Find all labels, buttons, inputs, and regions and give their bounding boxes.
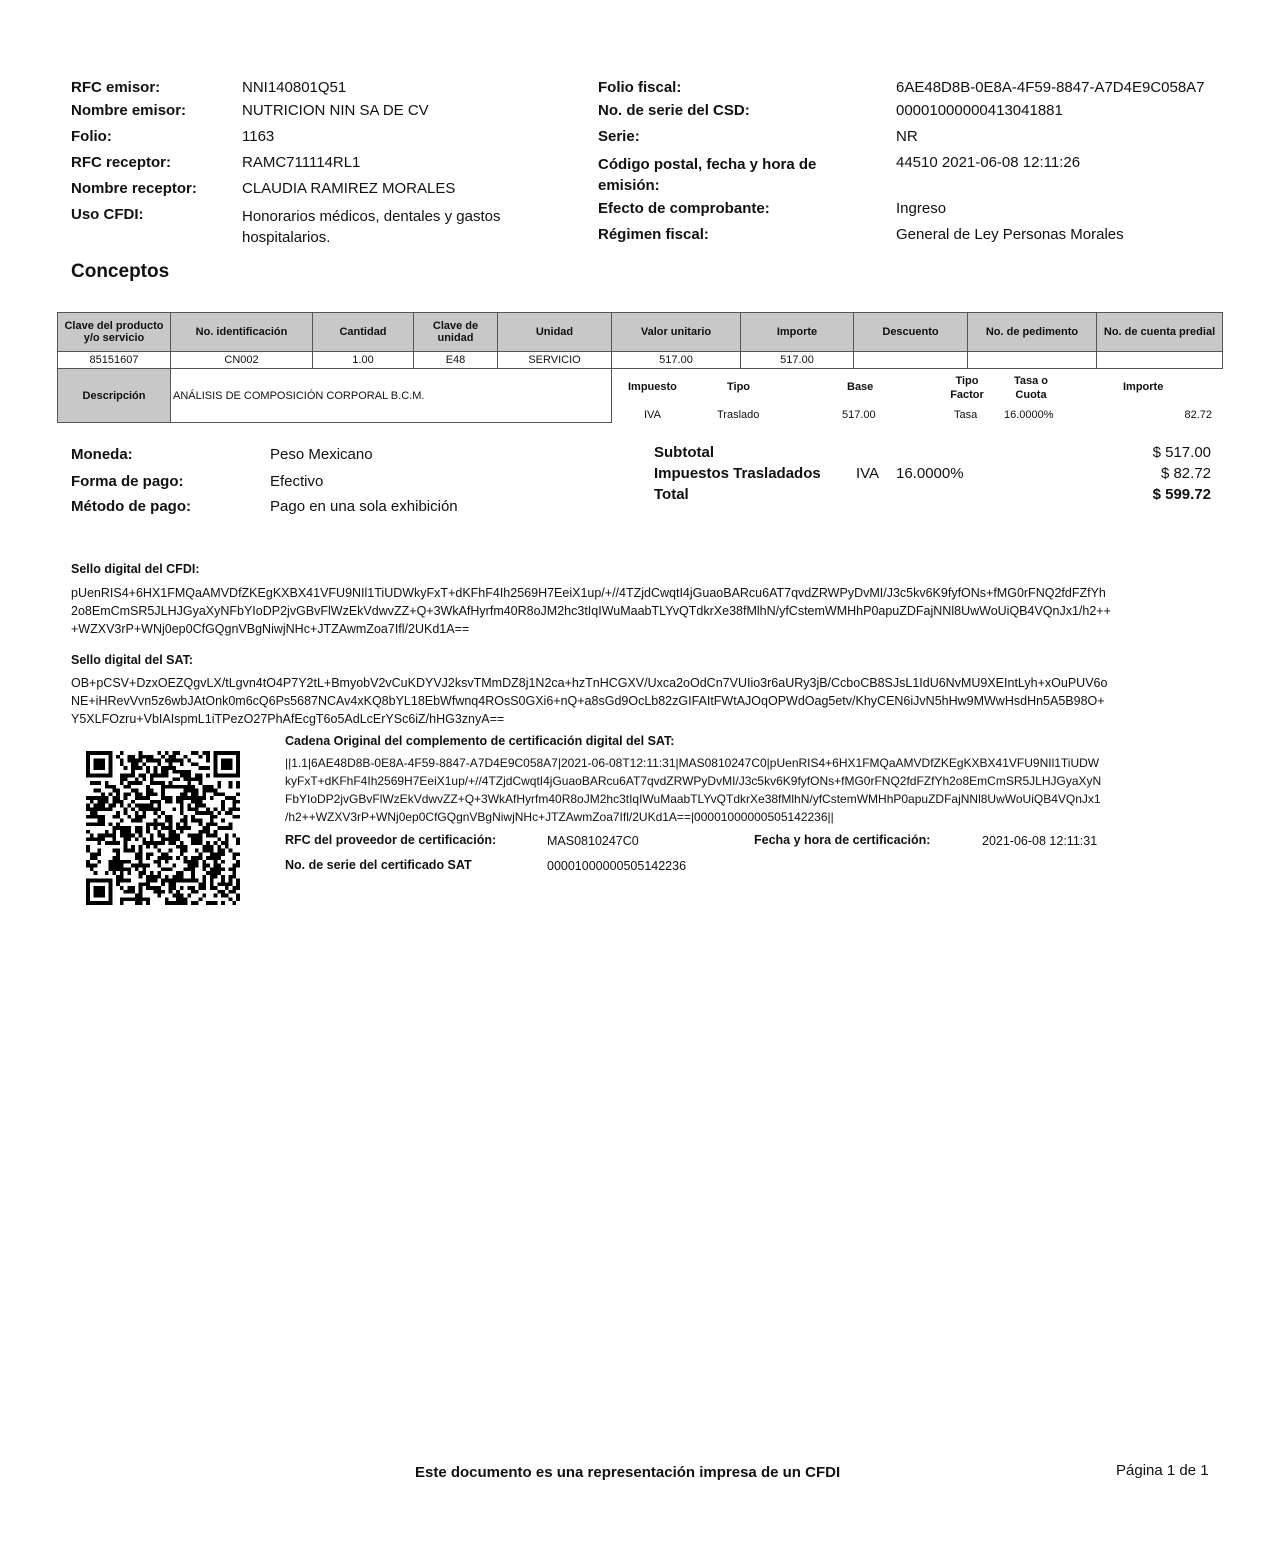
cell-descuento bbox=[854, 352, 968, 369]
tax-base: 517.00 bbox=[842, 409, 876, 421]
cadena-line: kyFxT+dKFhF4Ih2569H7EeiX1up/+//4TZjdCwqtI4jGuaoBARcu6AT7qvdZRWPyDvMI/J3c5kv6K9fyfONs+fMG0rFNQ2fdFZfYh2o8EmCmSR5JLHJGyaXyN bbox=[285, 774, 1102, 788]
value-serie-csd: 00001000000413041881 bbox=[896, 102, 1063, 119]
sello-cfdi-line: pUenRIS4+6HX1FMQaAMVDfZKEgKXBX41VFU9NIl1TiUDWkyFxT+dKFhF4Ih2569H7EeiX1up/+//4TZjdCwqtI4jGuaoBARcu6AT7qvdZRWPyDvMI/J3c5kv6K9fyfONs+fMG0rFNQ2fdFZfYh bbox=[71, 586, 1106, 600]
value-rfc-proveedor: MAS0810247C0 bbox=[547, 834, 639, 848]
tax-h-base: Base bbox=[847, 381, 874, 393]
label-folio: Folio: bbox=[71, 128, 112, 145]
desc-label: Descripción bbox=[58, 369, 171, 423]
label-total: Total bbox=[654, 486, 689, 503]
value-efecto: Ingreso bbox=[896, 200, 947, 217]
cell-cuenta-predial bbox=[1097, 352, 1223, 369]
cell-clave-producto: 85151607 bbox=[58, 352, 171, 369]
label-impuestos: Impuestos Trasladados bbox=[654, 465, 821, 482]
label-fecha-cert: Fecha y hora de certificación: bbox=[754, 833, 931, 847]
label-metodo-pago: Método de pago: bbox=[71, 498, 191, 515]
imp-name: IVA bbox=[856, 465, 880, 482]
cadena-title: Cadena Original del complemento de certificación digital del SAT: bbox=[285, 734, 675, 748]
label-forma-pago: Forma de pago: bbox=[71, 473, 184, 490]
tax-h-impuesto: Impuesto bbox=[628, 381, 677, 393]
label-nombre-emisor: Nombre emisor: bbox=[71, 102, 187, 119]
value-metodo-pago: Pago en una sola exhibición bbox=[270, 498, 458, 515]
label-serie: Serie: bbox=[598, 128, 640, 145]
cell-clave-unidad: E48 bbox=[414, 352, 498, 369]
sello-sat-line: Y5XLFOzru+VbIAIspmL1iTPezO27PhAfEcgT6o5AdLcErYSc6iZ/hHG3znyA== bbox=[71, 712, 505, 726]
sello-sat-line: NE+iHRevVvn5z6wbJAtOnk0m6cQ6Ps5687NCAv4xKQ8bYL18EbWfwnq4ROsS0GXi6+nQ+a8sGd9OcLb82zGIFAItFWtAJOqOPWdOag5etv/KhyCEN6iJvN5hHw9MWwHsdHn5A5B98O+ bbox=[71, 694, 1105, 708]
imp-rate: 16.0000% bbox=[896, 465, 964, 482]
label-efecto: Efecto de comprobante: bbox=[598, 200, 770, 217]
cadena-line: ||1.1|6AE48D8B-0E8A-4F59-8847-A7D4E9C058A7|2021-06-08T12:11:31|MAS0810247C0|pUenRIS4+6HX1FMQaAMVDfZKEgKXBX41VFU9NIl1TiUDW bbox=[285, 756, 1100, 770]
col-clave-producto: Clave del producto y/o servicio bbox=[58, 313, 171, 352]
col-clave-unidad: Clave de unidad bbox=[414, 313, 498, 352]
tax-impuesto: IVA bbox=[644, 409, 661, 421]
label-folio-fiscal: Folio fiscal: bbox=[598, 79, 682, 96]
table-row bbox=[58, 352, 1223, 369]
footer-text: Este documento es una representación impresa de un CFDI bbox=[415, 1464, 841, 1481]
page-number: Página 1 de 1 bbox=[1116, 1462, 1209, 1479]
cell-valor-unitario: 517.00 bbox=[612, 352, 741, 369]
label-uso-cfdi: Uso CFDI: bbox=[71, 206, 144, 223]
cell-unidad: SERVICIO bbox=[498, 352, 612, 369]
col-pedimento: No. de pedimento bbox=[968, 313, 1097, 352]
label-subtotal: Subtotal bbox=[654, 444, 714, 461]
col-cuenta-predial: No. de cuenta predial bbox=[1097, 313, 1223, 352]
value-total: $ 599.72 bbox=[1152, 486, 1211, 503]
tax-tasa: 16.0000% bbox=[1004, 409, 1054, 421]
sello-cfdi-text bbox=[71, 584, 1111, 638]
table-header-row bbox=[58, 313, 1223, 352]
cadena-line: /h2++WZXV3rP+WNj0ep0CfGQgnVBgNiwjNHc+JTZAwmZoa7Ifl/2UKd1A==|00001000000505142236|| bbox=[285, 810, 834, 824]
col-valor-unitario: Valor unitario bbox=[612, 313, 741, 352]
col-importe: Importe bbox=[741, 313, 854, 352]
value-cp-fecha: 44510 2021-06-08 12:11:26 bbox=[896, 154, 1081, 171]
tax-h-importe: Importe bbox=[1123, 381, 1164, 393]
value-serie: NR bbox=[896, 128, 918, 145]
label-moneda: Moneda: bbox=[71, 446, 133, 463]
value-folio-fiscal: 6AE48D8B-0E8A-4F59-8847-A7D4E9C058A7 bbox=[896, 79, 1205, 96]
value-rfc-emisor: NNI140801Q51 bbox=[242, 79, 347, 96]
qr-code bbox=[86, 751, 240, 905]
label-rfc-receptor: RFC receptor: bbox=[71, 154, 172, 171]
label-regimen: Régimen fiscal: bbox=[598, 226, 709, 243]
tax-h-tipo: Tipo bbox=[727, 381, 751, 393]
cadena-line: FbYIoDP2jvGBvFlWzEkVdwvZZ+Q+3WkAfHyrfm40R8oJM2hc3tIqIWuMaabTLYvQTdkrXe38fMlhN/yfCstemWMHhP0apuZDFajNNl8UwWoUiQB4VQnJx1 bbox=[285, 792, 1101, 806]
sello-cfdi-line: +WZXV3rP+WNj0ep0CfGQgnVBgNiwjNHc+JTZAwmZoa7Ifl/2UKd1A== bbox=[71, 622, 470, 636]
cell-no-identificacion: CN002 bbox=[171, 352, 313, 369]
label-rfc-emisor: RFC emisor: bbox=[71, 79, 161, 96]
label-nombre-receptor: Nombre receptor: bbox=[71, 180, 197, 197]
value-rfc-receptor: RAMC711114RL1 bbox=[242, 154, 361, 171]
label-serie-csd: No. de serie del CSD: bbox=[598, 102, 750, 119]
value-subtotal: $ 517.00 bbox=[1152, 444, 1211, 461]
tax-tipo: Traslado bbox=[717, 409, 760, 421]
cadena-text bbox=[285, 754, 1101, 826]
conceptos-table bbox=[57, 312, 1223, 423]
label-rfc-proveedor: RFC del proveedor de certificación: bbox=[285, 833, 497, 847]
label-serie-sat: No. de serie del certificado SAT bbox=[285, 858, 472, 872]
sello-sat-text bbox=[71, 674, 1107, 728]
cell-pedimento bbox=[968, 352, 1097, 369]
label-cp-fecha: Código postal, fecha y hora de emisión: bbox=[598, 156, 817, 194]
tax-importe: 82.72 bbox=[1184, 409, 1212, 421]
tax-h-tipo-factor: Tipo Factor bbox=[950, 375, 984, 401]
value-forma-pago: Efectivo bbox=[270, 473, 324, 490]
value-uso-cfdi: Honorarios médicos, dentales y gastos hospitalarios. bbox=[242, 208, 501, 246]
tax-tipo-factor: Tasa bbox=[954, 409, 978, 421]
col-unidad: Unidad bbox=[498, 313, 612, 352]
value-fecha-cert: 2021-06-08 12:11:31 bbox=[982, 834, 1098, 848]
value-serie-sat: 00001000000505142236 bbox=[547, 859, 687, 873]
value-regimen: General de Ley Personas Morales bbox=[896, 226, 1124, 243]
sello-cfdi-title: Sello digital del CFDI: bbox=[71, 562, 200, 576]
tax-h-tasa: Tasa o Cuota bbox=[1013, 375, 1049, 401]
sello-sat-title: Sello digital del SAT: bbox=[71, 653, 194, 667]
cell-importe: 517.00 bbox=[741, 352, 854, 369]
conceptos-title: Conceptos bbox=[71, 261, 170, 282]
value-folio: 1163 bbox=[242, 128, 275, 145]
desc-value: ANÁLISIS DE COMPOSICIÓN CORPORAL B.C.M. bbox=[171, 369, 612, 423]
col-no-identificacion: No. identificación bbox=[171, 313, 313, 352]
value-nombre-emisor: NUTRICION NIN SA DE CV bbox=[242, 102, 429, 119]
value-moneda: Peso Mexicano bbox=[270, 446, 373, 463]
sello-sat-line: OB+pCSV+DzxOEZQgvLX/tLgvn4tO4P7Y2tL+BmyobV2vCuKDYVJ2ksvTMmDZ8j1N2ca+hzTnHCGXV/Uxca2oOdCn7VUIio3r6aURy3jB/CcboCB8SJsL1IdU6NvMU9XEIntLyh+xOuPUV6o bbox=[71, 676, 1108, 690]
sello-cfdi-line: 2o8EmCmSR5JLHJGyaXyNFbYIoDP2jvGBvFlWzEkVdwvZZ+Q+3WkAfHyrfm40R8oJM2hc3tIqIWuMaabTLYvQTdkrXe38fMlhN/yfCstemWMHhP0apuZDFajNNl8UwWoUiQB4VQnJx1/h2++ bbox=[71, 604, 1111, 618]
value-impuestos: $ 82.72 bbox=[1160, 465, 1211, 482]
cell-cantidad: 1.00 bbox=[313, 352, 414, 369]
value-nombre-receptor: CLAUDIA RAMIREZ MORALES bbox=[242, 180, 456, 197]
col-cantidad: Cantidad bbox=[313, 313, 414, 352]
col-descuento: Descuento bbox=[854, 313, 968, 352]
